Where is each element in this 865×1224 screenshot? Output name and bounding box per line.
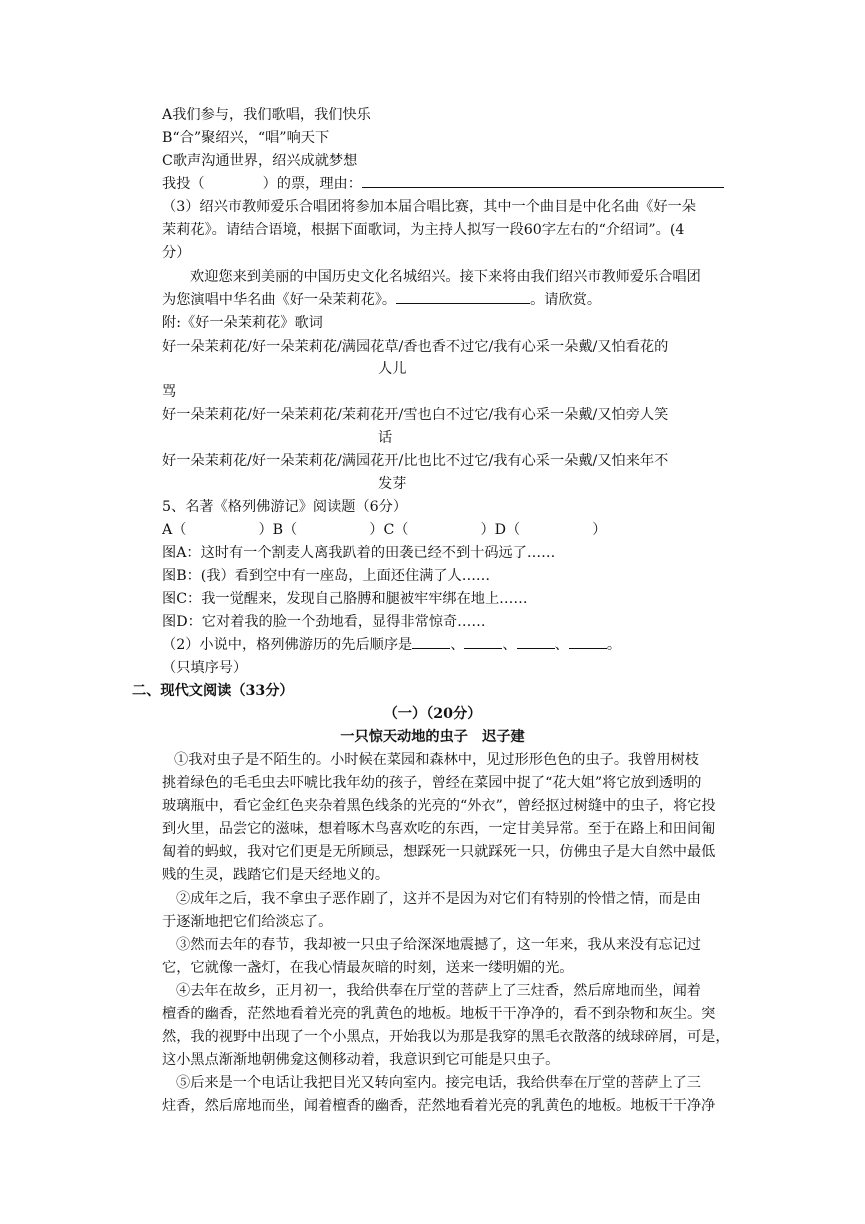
order-sep-1: 、 (450, 637, 465, 653)
lyrics-line1-cont: 人儿 (378, 361, 407, 377)
q5-order-question (162, 634, 621, 656)
q5-title: 5、名著《格列佛游记》阅读题（6分） (162, 499, 408, 515)
part-1-heading: （一）（20分） (383, 706, 482, 722)
option-a: A我们参与，我们歌唱，我们快乐 (162, 107, 371, 123)
figure-c-text: 图C：我一觉醒来，发现自己胳膊和腿被牢牢绑在地上…… (162, 591, 528, 607)
para-5-line1: ⑤后来是一个电话让我把目光又转向室内。接完电话，我给供奉在厅堂的菩萨上了三 (176, 1075, 701, 1091)
lyrics-line2-cont: 话 (378, 430, 393, 446)
para-3-line1: ③然而去年的春节，我却被一只虫子给深深地震撼了，这一年来，我从来没有忘记过 (176, 937, 701, 953)
order-blank-4[interactable] (569, 634, 607, 649)
lyrics-heading: 附:《好一朵茉莉花》歌词 (162, 315, 323, 331)
q3-line3: 分） (162, 245, 191, 261)
order-blank-1[interactable] (412, 634, 450, 649)
para-1-line2: 挑着绿色的毛毛虫去吓唬比我年幼的孩子，曾经在菜园中捉了“花大姐”将它放到透明的 (162, 775, 702, 791)
q3-line1: （3）绍兴市教师爱乐合唱团将参加本届合唱比赛，其中一个曲目是中化名曲《好一朵 (162, 199, 696, 215)
choice-b-label: ）B（ (258, 522, 298, 538)
figure-d-text: 图D：它对着我的脸一个劲地看，显得非常惊奇…… (162, 614, 486, 630)
order-blank-2[interactable] (464, 634, 502, 649)
vote-prefix: 我投（ (162, 176, 205, 192)
q3-line2: 茉莉花》。请结合语境，根据下面歌词，为主持人拟写一段60字左右的“介绍词”。(4 (162, 222, 685, 238)
para-4-line2: 檀香的幽香，茫然地看着光亮的乳黄色的地板。地板干干净净的，看不到杂物和灰尘。突 (162, 1006, 716, 1022)
choice-c-label: ）C（ (369, 522, 409, 538)
option-b: B“合”聚绍兴，“唱”响天下 (162, 130, 330, 146)
section-2-title: 二、现代文阅读（33分） (132, 683, 294, 699)
para-5-line2: 炷香，然后席地而坐，闻着檀香的幽香，茫然地看着光亮的乳黄色的地板。地板干干净净 (162, 1098, 716, 1114)
reason-blank[interactable] (362, 173, 724, 188)
para-3-line2: 它，它就像一盏灯，在我心情最灰暗的时刻，送来一缕明媚的光。 (162, 960, 574, 976)
lyrics-line2: 好一朵茉莉花/好一朵茉莉花/茉莉花开/雪也白不过它/我有心采一朵戴/又怕旁人笑 (162, 407, 669, 423)
para-2-line1: ②成年之后，我不拿虫子恶作剧了，这并不是因为对它们有特别的怜惜之情，而是由 (176, 891, 701, 907)
q5-note: （只填序号） (162, 660, 248, 676)
intro-line2-b: 。请欣赏。 (530, 292, 602, 308)
vote-mid: ）的票，理由： (262, 176, 362, 192)
lyrics-line3: 好一朵茉莉花/好一朵茉莉花/满园花开/比也比不过它/我有心采一朵戴/又怕来年不 (162, 453, 669, 469)
q5-picture-choices (162, 519, 606, 541)
order-sep-3: 、 (554, 637, 569, 653)
order-end: 。 (606, 637, 622, 653)
para-1-line4: 到火里，品尝它的滋味，想着啄木鸟喜欢吃的东西，一定甘美异常。至于在路上和田间匍 (162, 821, 716, 837)
para-4-line3: 然，我的视野中出现了一个小黑点，开始我以为那是我穿的黑毛衣散落的绒球碎屑，可是， (162, 1029, 730, 1045)
figure-a-text: 图A：这时有一个割麦人离我趴着的田袭已经不到十码远了…… (162, 545, 556, 561)
choice-d-label: ）D（ (480, 522, 521, 538)
para-4-line1: ④去年在故乡，正月初一，我给供奉在厅堂的菩萨上了三炷香，然后席地而坐，闻着 (176, 983, 701, 999)
para-2-line2: 于逐渐地把它们给淡忘了。 (162, 914, 333, 930)
lyrics-line1: 好一朵茉莉花/好一朵茉莉花/满园花草/香也香不过它/我有心采一朵戴/又怕看花的 (162, 339, 669, 355)
choice-end: ） (592, 522, 607, 538)
para-1-line3: 玻璃瓶中，看它金红色夹杂着黑色线条的光亮的“外衣”，曾经抠过树缝中的虫子，将它投 (162, 798, 716, 814)
figure-b-text: 图B：(我）看到空中有一座岛，上面还住满了人…… (162, 568, 491, 584)
para-1-line6: 贱的生灵，践踏它们是天经地义的。 (162, 867, 390, 883)
lyrics-line3-cont: 发芽 (378, 476, 407, 492)
intro-line2-a: 为您演唱中华名曲《好一朵茉莉花》。 (162, 292, 397, 308)
para-1-line1: ①我对虫子是不陌生的。小时候在菜园和森林中，见过形形色色的虫子。我曾用树枝 (174, 752, 699, 768)
lyrics-line1-end: 骂 (162, 384, 177, 400)
article-title: 一只惊天动地的虫子 迟子建 (340, 729, 525, 745)
para-4-line4: 这小黑点渐渐地朝佛龛这侧移动着，我意识到它可能是只虫子。 (162, 1052, 560, 1068)
intro-line1: 欢迎您来到美丽的中国历史文化名城绍兴。接下来将由我们绍兴市教师爱乐合唱团 (190, 269, 701, 285)
order-blank-3[interactable] (517, 634, 555, 649)
choice-a-label: A（ (162, 522, 187, 538)
intro-blank[interactable] (396, 289, 530, 304)
option-c: C歌声沟通世界，绍兴成就梦想 (162, 153, 358, 169)
q5-order-text: （2）小说中，格列佛游历的先后顺序是 (162, 637, 413, 653)
order-sep-2: 、 (502, 637, 517, 653)
vote-line (162, 173, 724, 195)
intro-line2 (162, 289, 601, 311)
para-1-line5: 匐着的蚂蚁，我对它们更是无所顾忌，想踩死一只就踩死一只，仿佛虫子是大自然中最低 (162, 844, 716, 860)
